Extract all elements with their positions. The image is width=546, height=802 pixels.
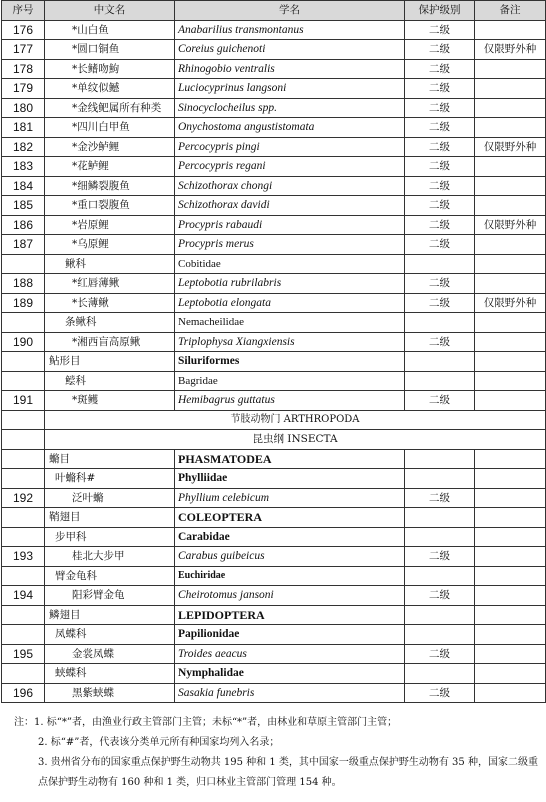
remark [475, 371, 546, 391]
row-number: 194 [2, 586, 45, 606]
taxon-scientific-name: Nymphalidae [175, 664, 405, 684]
protection-level: 二级 [405, 488, 475, 508]
taxon-chinese-name: 鳞翅目 [45, 605, 175, 625]
protection-level: 二级 [405, 79, 475, 99]
remark [475, 254, 546, 274]
header-scientific-name: 学名 [175, 1, 405, 21]
taxon-chinese-name: 蛱蝶科 [45, 664, 175, 684]
row-number: 179 [2, 79, 45, 99]
row-number: 178 [2, 59, 45, 79]
remark [475, 313, 546, 333]
taxon-chinese-name: 凤蝶科 [45, 625, 175, 645]
protection-level: 二级 [405, 118, 475, 138]
remark [475, 625, 546, 645]
table-header [2, 1, 546, 21]
taxon-scientific-name: Siluriformes [175, 352, 405, 372]
taxon-scientific-name: Phylliidae [175, 469, 405, 489]
table-row [2, 449, 546, 469]
remark [475, 469, 546, 489]
taxon-scientific-name: Carabidae [175, 527, 405, 547]
table-row [2, 469, 546, 489]
taxon-chinese-name: 䗛目 [45, 449, 175, 469]
remark [475, 391, 546, 411]
remark [475, 332, 546, 352]
scientific-name: Phyllium celebicum [175, 488, 405, 508]
remark [475, 157, 546, 177]
table-row [2, 527, 546, 547]
row-number: 181 [2, 118, 45, 138]
remark [475, 98, 546, 118]
protection-level [405, 566, 475, 586]
remark: 仅限野外种 [475, 215, 546, 235]
scientific-name: Sinocyclocheilus spp. [175, 98, 405, 118]
remark [475, 449, 546, 469]
footnotes [14, 713, 538, 793]
scientific-name: Troides aeacus [175, 644, 405, 664]
row-number: 186 [2, 215, 45, 235]
remark [475, 586, 546, 606]
table-row [2, 391, 546, 411]
taxon-scientific-name: Bagridae [175, 371, 405, 391]
row-number [2, 508, 45, 528]
chinese-name: 泛叶䗛 [45, 488, 175, 508]
row-number: 193 [2, 547, 45, 567]
scientific-name: Hemibagrus guttatus [175, 391, 405, 411]
chinese-name: *长薄鳅 [45, 293, 175, 313]
protection-level: 二级 [405, 235, 475, 255]
table-row [2, 547, 546, 567]
remark [475, 59, 546, 79]
scientific-name: Procypris rabaudi [175, 215, 405, 235]
scientific-name: Schizothorax chongi [175, 176, 405, 196]
table-row [2, 20, 546, 40]
table-row [2, 508, 546, 528]
row-number: 184 [2, 176, 45, 196]
protection-level [405, 449, 475, 469]
remark [475, 605, 546, 625]
chinese-name: 阳彩臂金龟 [45, 586, 175, 606]
protection-level: 二级 [405, 547, 475, 567]
chinese-name: 桂北大步甲 [45, 547, 175, 567]
chinese-name: *湘西盲高原鳅 [45, 332, 175, 352]
table-row [2, 274, 546, 294]
chinese-name: 黑紫蛱蝶 [45, 683, 175, 703]
table-row [2, 137, 546, 157]
remark [475, 20, 546, 40]
remark [475, 118, 546, 138]
taxon-chinese-name: 鲿科 [45, 371, 175, 391]
table-row [2, 293, 546, 313]
remark [475, 196, 546, 216]
chinese-name: *重口裂腹鱼 [45, 196, 175, 216]
remark [475, 527, 546, 547]
protection-level: 二级 [405, 644, 475, 664]
row-number: 183 [2, 157, 45, 177]
row-number: 187 [2, 235, 45, 255]
taxon-chinese-name: 鳅科 [45, 254, 175, 274]
header-remarks: 备注 [475, 1, 546, 21]
protection-level: 二级 [405, 157, 475, 177]
footnote-2: 2. 标“#”者，代表该分类单元所有种国家均列入名录； [38, 737, 280, 748]
chinese-name: *细鳞裂腹鱼 [45, 176, 175, 196]
row-number: 190 [2, 332, 45, 352]
row-number [2, 527, 45, 547]
remark [475, 79, 546, 99]
table-row [2, 430, 546, 450]
table-row [2, 215, 546, 235]
table-row [2, 488, 546, 508]
chinese-name: *单纹似鳡 [45, 79, 175, 99]
remark [475, 352, 546, 372]
chinese-name: *金线鲃属所有种类 [45, 98, 175, 118]
taxon-scientific-name: Euchiridae [175, 566, 405, 586]
taxon-chinese-name: 叶䗛科# [45, 469, 175, 489]
remark: 仅限野外种 [475, 293, 546, 313]
protection-level [405, 508, 475, 528]
row-number: 185 [2, 196, 45, 216]
chinese-name: *乌原鲤 [45, 235, 175, 255]
protection-level [405, 664, 475, 684]
protection-level [405, 625, 475, 645]
row-number [2, 352, 45, 372]
table-row [2, 98, 546, 118]
scientific-name: Cheirotomus jansoni [175, 586, 405, 606]
taxon-scientific-name: PHASMATODEA [175, 449, 405, 469]
protection-level [405, 313, 475, 333]
footnote-3: 3. 贵州省分布的国家重点保护野生动物共 195 种和 1 类，其中国家一级重点保护野生动物有 35 种，国家二级重点保护野生动物有 160 种和 1 类，归口林业主管部门管理 154 种。 [38, 757, 538, 788]
row-number [2, 410, 45, 430]
table-row [2, 566, 546, 586]
chinese-name: *红唇薄鳅 [45, 274, 175, 294]
header-no: 序号 [2, 1, 45, 21]
protection-level [405, 254, 475, 274]
row-number: 176 [2, 20, 45, 40]
row-number [2, 449, 45, 469]
remark [475, 176, 546, 196]
protection-level: 二级 [405, 98, 475, 118]
row-number: 195 [2, 644, 45, 664]
row-number [2, 254, 45, 274]
scientific-name: Leptobotia elongata [175, 293, 405, 313]
protection-level: 二级 [405, 40, 475, 60]
taxon-chinese-name: 条鳅科 [45, 313, 175, 333]
table-row [2, 254, 546, 274]
table-row [2, 235, 546, 255]
remark [475, 664, 546, 684]
table-row [2, 79, 546, 99]
protection-level [405, 469, 475, 489]
table-row [2, 644, 546, 664]
taxon-scientific-name: Papilionidae [175, 625, 405, 645]
protection-level [405, 352, 475, 372]
protection-level: 二级 [405, 293, 475, 313]
class-heading: 昆虫纲 INSECTA [45, 430, 546, 450]
protection-level: 二级 [405, 391, 475, 411]
protection-level: 二级 [405, 59, 475, 79]
table-row [2, 683, 546, 703]
remark: 仅限野外种 [475, 40, 546, 60]
phylum-heading: 节肢动物门 ARTHROPODA [45, 410, 546, 430]
table-body [2, 20, 546, 703]
remark [475, 566, 546, 586]
table-row [2, 40, 546, 60]
row-number: 177 [2, 40, 45, 60]
row-number: 188 [2, 274, 45, 294]
protection-level: 二级 [405, 196, 475, 216]
row-number: 182 [2, 137, 45, 157]
table-row [2, 157, 546, 177]
chinese-name: *金沙鲈鲤 [45, 137, 175, 157]
protection-level [405, 605, 475, 625]
table-row [2, 352, 546, 372]
table-row [2, 625, 546, 645]
table-row [2, 118, 546, 138]
scientific-name: Anabarilius transmontanus [175, 20, 405, 40]
chinese-name: 金裳凤蝶 [45, 644, 175, 664]
remark [475, 488, 546, 508]
scientific-name: Coreius guichenoti [175, 40, 405, 60]
protection-level: 二级 [405, 586, 475, 606]
scientific-name: Carabus guibeicus [175, 547, 405, 567]
protection-level: 二级 [405, 683, 475, 703]
row-number: 180 [2, 98, 45, 118]
protection-level: 二级 [405, 274, 475, 294]
table-row [2, 196, 546, 216]
table-row [2, 332, 546, 352]
table-row [2, 313, 546, 333]
row-number: 192 [2, 488, 45, 508]
table-row [2, 586, 546, 606]
remark: 仅限野外种 [475, 137, 546, 157]
row-number: 191 [2, 391, 45, 411]
row-number [2, 566, 45, 586]
table-row [2, 664, 546, 684]
row-number [2, 625, 45, 645]
protection-level [405, 371, 475, 391]
table-row [2, 410, 546, 430]
taxon-chinese-name: 鲇形目 [45, 352, 175, 372]
row-number: 189 [2, 293, 45, 313]
row-number [2, 371, 45, 391]
taxon-scientific-name: COLEOPTERA [175, 508, 405, 528]
protection-level: 二级 [405, 176, 475, 196]
chinese-name: *花鲈鲤 [45, 157, 175, 177]
remark [475, 508, 546, 528]
protection-level: 二级 [405, 332, 475, 352]
taxon-chinese-name: 鞘翅目 [45, 508, 175, 528]
row-number [2, 605, 45, 625]
header-chinese-name: 中文名 [45, 1, 175, 21]
table-row [2, 371, 546, 391]
header-protection-level: 保护级别 [405, 1, 475, 21]
chinese-name: *斑鳠 [45, 391, 175, 411]
remark [475, 644, 546, 664]
scientific-name: Procypris merus [175, 235, 405, 255]
table-row [2, 176, 546, 196]
scientific-name: Leptobotia rubrilabris [175, 274, 405, 294]
table-row [2, 605, 546, 625]
chinese-name: *岩原鲤 [45, 215, 175, 235]
scientific-name: Onychostoma angustistomata [175, 118, 405, 138]
row-number [2, 313, 45, 333]
remark [475, 274, 546, 294]
scientific-name: Triplophysa Xiangxiensis [175, 332, 405, 352]
scientific-name: Schizothorax davidi [175, 196, 405, 216]
row-number: 196 [2, 683, 45, 703]
species-table [1, 0, 546, 703]
protection-level: 二级 [405, 137, 475, 157]
taxon-chinese-name: 臂金龟科 [45, 566, 175, 586]
protection-level: 二级 [405, 215, 475, 235]
chinese-name: *长鳍吻鮈 [45, 59, 175, 79]
taxon-scientific-name: LEPIDOPTERA [175, 605, 405, 625]
row-number [2, 430, 45, 450]
row-number [2, 469, 45, 489]
remark [475, 547, 546, 567]
footnote-1: 注：1. 标“*”者，由渔业行政主管部门主管；未标“*”者，由林业和草原主管部门主管； [14, 717, 398, 728]
row-number [2, 664, 45, 684]
chinese-name: *四川白甲鱼 [45, 118, 175, 138]
taxon-scientific-name: Nemacheilidae [175, 313, 405, 333]
remark [475, 235, 546, 255]
chinese-name: *圆口铜鱼 [45, 40, 175, 60]
chinese-name: *山白鱼 [45, 20, 175, 40]
scientific-name: Percocypris regani [175, 157, 405, 177]
scientific-name: Rhinogobio ventralis [175, 59, 405, 79]
taxon-scientific-name: Cobitidae [175, 254, 405, 274]
remark [475, 683, 546, 703]
protection-level [405, 527, 475, 547]
table-row [2, 59, 546, 79]
scientific-name: Percocypris pingi [175, 137, 405, 157]
scientific-name: Luciocyprinus langsoni [175, 79, 405, 99]
taxon-chinese-name: 步甲科 [45, 527, 175, 547]
scientific-name: Sasakia funebris [175, 683, 405, 703]
protection-level: 二级 [405, 20, 475, 40]
